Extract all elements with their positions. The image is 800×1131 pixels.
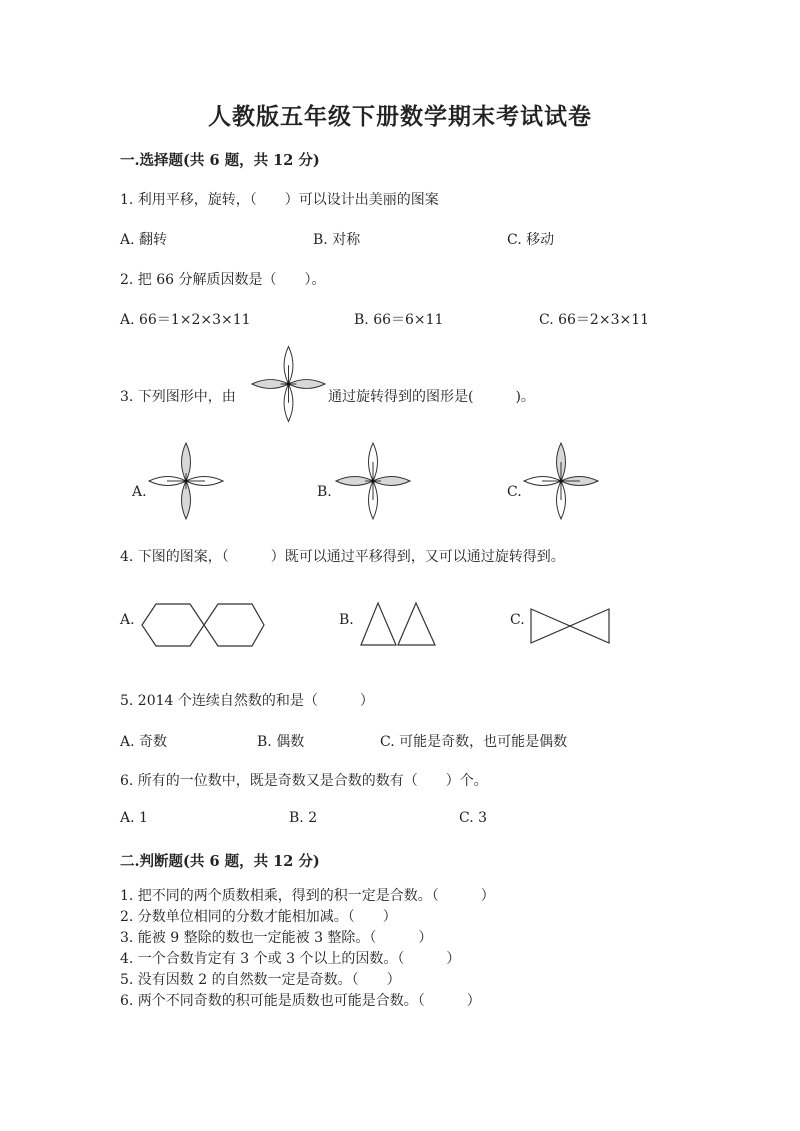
q6-option-b: B. 2 — [289, 810, 318, 826]
q4-option-b-triangles — [359, 601, 437, 647]
judge-item-4: 4. 一个合数肯定有 3 个或 3 个以上的因数。（ ） — [120, 951, 461, 967]
q4-option-b-label: B. — [339, 612, 354, 628]
question-3-part1: 3. 下列图形中，由 — [120, 389, 236, 405]
q3-option-b-label: B. — [317, 484, 332, 500]
question-6: 6. 所有的一位数中，既是奇数又是合数的数有（ ）个。 — [120, 773, 488, 789]
q4-option-c-label: C. — [510, 612, 525, 628]
q4-option-c-bowtie — [529, 607, 611, 645]
question-2: 2. 把 66 分解质因数是（ ）。 — [120, 272, 326, 288]
judge-item-3: 3. 能被 9 整除的数也一定能被 3 整除。（ ） — [120, 930, 433, 946]
q2-option-a: A. 66＝1×2×3×11 — [120, 312, 251, 328]
question-5: 5. 2014 个连续自然数的和是（ ） — [120, 693, 374, 709]
section-2-heading: 二.判断题(共 6 题，共 12 分) — [120, 853, 320, 870]
q1-option-b: B. 对称 — [313, 232, 361, 248]
question-1: 1. 利用平移，旋转，（ ）可以设计出美丽的图案 — [120, 192, 439, 208]
judge-item-5: 5. 没有因数 2 的自然数一定是奇数。（ ） — [120, 972, 401, 988]
judge-item-2: 2. 分数单位相同的分数才能相加减。（ ） — [120, 909, 397, 925]
q3-option-b-flower — [335, 442, 411, 520]
q3-option-c-flower — [523, 442, 599, 520]
q2-option-b: B. 66＝6×11 — [354, 312, 444, 328]
q4-option-a-hexagons — [140, 602, 266, 648]
q3-option-a-label: A. — [132, 484, 147, 500]
q3-reference-flower — [251, 345, 326, 423]
q5-option-b: B. 偶数 — [257, 734, 305, 750]
q4-option-a-label: A. — [120, 612, 135, 628]
question-3-part2: 通过旋转得到的图形是( )。 — [328, 389, 535, 405]
q2-option-c: C. 66＝2×3×11 — [539, 312, 650, 328]
q3-option-c-label: C. — [507, 484, 522, 500]
q1-option-a: A. 翻转 — [120, 232, 168, 248]
q3-option-a-flower — [148, 442, 224, 520]
q1-option-c: C. 移动 — [507, 232, 555, 248]
judge-item-6: 6. 两个不同奇数的积可能是质数也可能是合数。（ ） — [120, 993, 481, 1009]
q5-option-a: A. 奇数 — [120, 734, 168, 750]
section-1-heading: 一.选择题(共 6 题，共 12 分) — [120, 152, 320, 169]
judge-item-1: 1. 把不同的两个质数相乘，得到的积一定是合数。（ ） — [120, 888, 495, 904]
q5-option-c: C. 可能是奇数，也可能是偶数 — [380, 734, 568, 750]
page-title: 人教版五年级下册数学期末考试试卷 — [208, 103, 592, 130]
q6-option-a: A. 1 — [120, 810, 148, 826]
q6-option-c: C. 3 — [459, 810, 488, 826]
question-4: 4. 下图的图案，（ ）既可以通过平移得到，又可以通过旋转得到。 — [120, 549, 565, 565]
